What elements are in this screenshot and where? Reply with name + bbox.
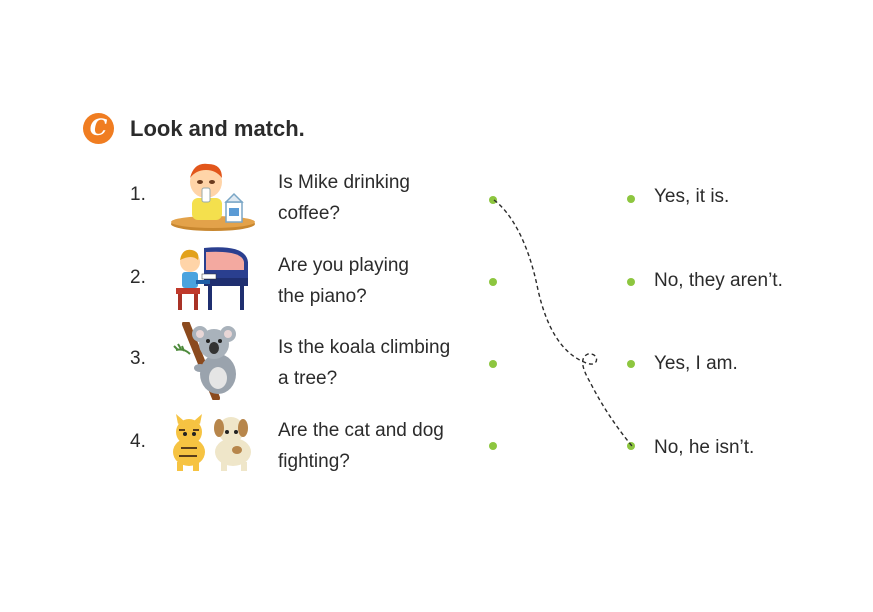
answer-1: Yes, it is. xyxy=(654,186,730,207)
question-1-line-1: Is Mike drinking xyxy=(278,172,410,193)
item-number-4: 4. xyxy=(130,431,146,452)
answer-4: No, he isn’t. xyxy=(654,437,755,458)
question-4-line-1: Are the cat and dog xyxy=(278,420,444,441)
question-4-line-2: fighting? xyxy=(278,451,350,472)
answer-2: No, they aren’t. xyxy=(654,270,783,291)
item-number-3: 3. xyxy=(130,348,146,369)
question-3-line-1: Is the koala climbing xyxy=(278,337,451,358)
question-2-line-1: Are you playing xyxy=(278,255,409,276)
exercise-title: Look and match. xyxy=(130,116,305,141)
question-3-line-2: a tree? xyxy=(278,368,338,389)
question-2-line-2: the piano? xyxy=(278,286,367,307)
item-number-2: 2. xyxy=(130,267,146,288)
question-1-line-2: coffee? xyxy=(278,203,340,224)
answer-3: Yes, I am. xyxy=(654,353,738,374)
section-badge: C xyxy=(83,113,114,144)
item-number-1: 1. xyxy=(130,184,146,205)
match-line-1-4 xyxy=(494,200,632,446)
